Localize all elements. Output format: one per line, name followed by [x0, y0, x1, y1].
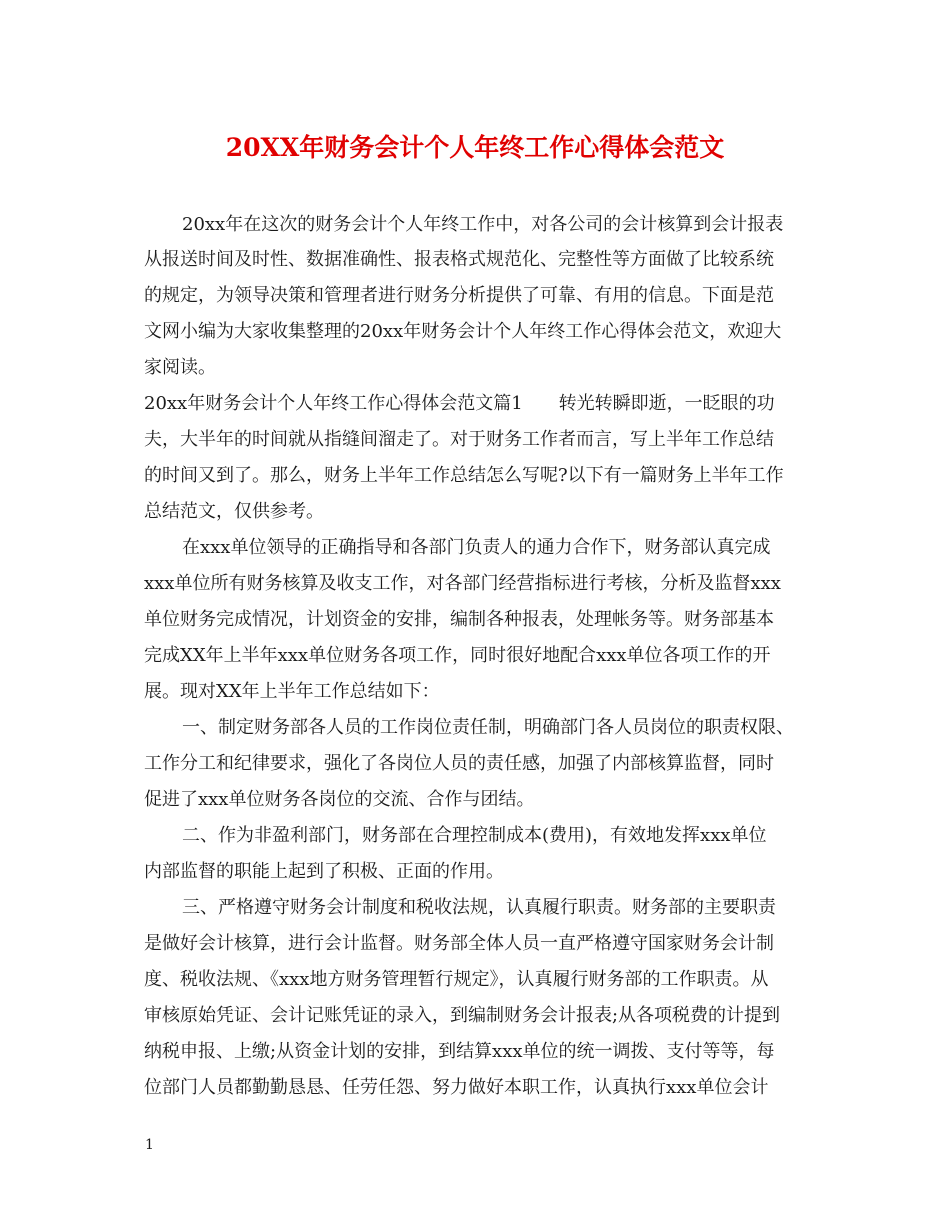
body-line-12: 单位财务完成情况，计划资金的安排，编制各种报表，处理帐务等。财务部基本	[144, 609, 774, 630]
body-line-9: 总结范文，仅供参考。	[144, 501, 324, 522]
body-line-7: 夫，大半年的时间就从指缝间溜走了。对于财务工作者而言，写上半年工作总结	[144, 429, 774, 450]
body-line-22: 度、税收法规、《xxx地方财务管理暂行规定》，认真履行财务部的工作职责。从	[144, 969, 769, 990]
body-line-15: 一、制定财务部各人员的工作岗位责任制，明确部门各人员岗位的职责权限、	[182, 717, 794, 738]
body-line-2: 从报送时间及时性、数据准确性、报表格式规范化、完整性等方面做了比较系统	[144, 249, 774, 270]
body-line-11: xxx单位所有财务核算及收支工作，对各部门经营指标进行考核，分析及监督xxx	[144, 573, 781, 594]
document-title: 20XX年财务会计个人年终工作心得体会范文	[225, 133, 725, 162]
body-line-1: 20xx年在这次的财务会计个人年终工作中，对各公司的会计核算到会计报表	[182, 214, 784, 235]
page-number: 1	[145, 1137, 154, 1153]
body-line-8: 的时间又到了。那么，财务上半年工作总结怎么写呢?以下有一篇财务上半年工作	[144, 465, 784, 486]
body-line-21: 是做好会计核算，进行会计监督。财务部全体人员一直严格遵守国家财务会计制	[144, 933, 774, 954]
body-line-19: 内部监督的职能上起到了积极、正面的作用。	[144, 861, 504, 882]
body-line-23: 审核原始凭证、会计记账凭证的录入，到编制财务会计报表;从各项税费的计提到	[144, 1005, 781, 1026]
section-heading-line: 20xx年财务会计个人年终工作心得体会范文篇1 转光转瞬即逝，一眨眼的功	[144, 393, 775, 414]
body-line-17: 促进了xxx单位财务各岗位的交流、合作与团结。	[144, 789, 535, 810]
body-line-25: 位部门人员都勤勤恳恳、任劳任怨、努力做好本职工作，认真执行xxx单位会计	[144, 1077, 769, 1098]
body-line-5: 家阅读。	[144, 357, 216, 378]
body-line-24: 纳税申报、上缴;从资金计划的安排，到结算xxx单位的统一调拨、支付等等，每	[144, 1041, 775, 1062]
body-line-4: 文网小编为大家收集整理的20xx年财务会计个人年终工作心得体会范文，欢迎大	[144, 321, 782, 342]
body-line-16: 工作分工和纪律要求，强化了各岗位人员的责任感，加强了内部核算监督，同时	[144, 753, 774, 774]
body-line-13: 完成XX年上半年xxx单位财务各项工作，同时很好地配合xxx单位各项工作的开	[144, 645, 771, 666]
body-line-10: 在xxx单位领导的正确指导和各部门负责人的通力合作下，财务部认真完成	[182, 537, 771, 558]
body-line-18: 二、作为非盈利部门，财务部在合理控制成本(费用)，有效地发挥xxx单位	[182, 825, 767, 846]
body-line-14: 展。现对XX年上半年工作总结如下：	[144, 681, 440, 702]
body-line-20: 三、严格遵守财务会计制度和税收法规，认真履行职责。财务部的主要职责	[182, 897, 776, 918]
body-line-3: 的规定，为领导决策和管理者进行财务分析提供了可靠、有用的信息。下面是范	[144, 285, 774, 306]
